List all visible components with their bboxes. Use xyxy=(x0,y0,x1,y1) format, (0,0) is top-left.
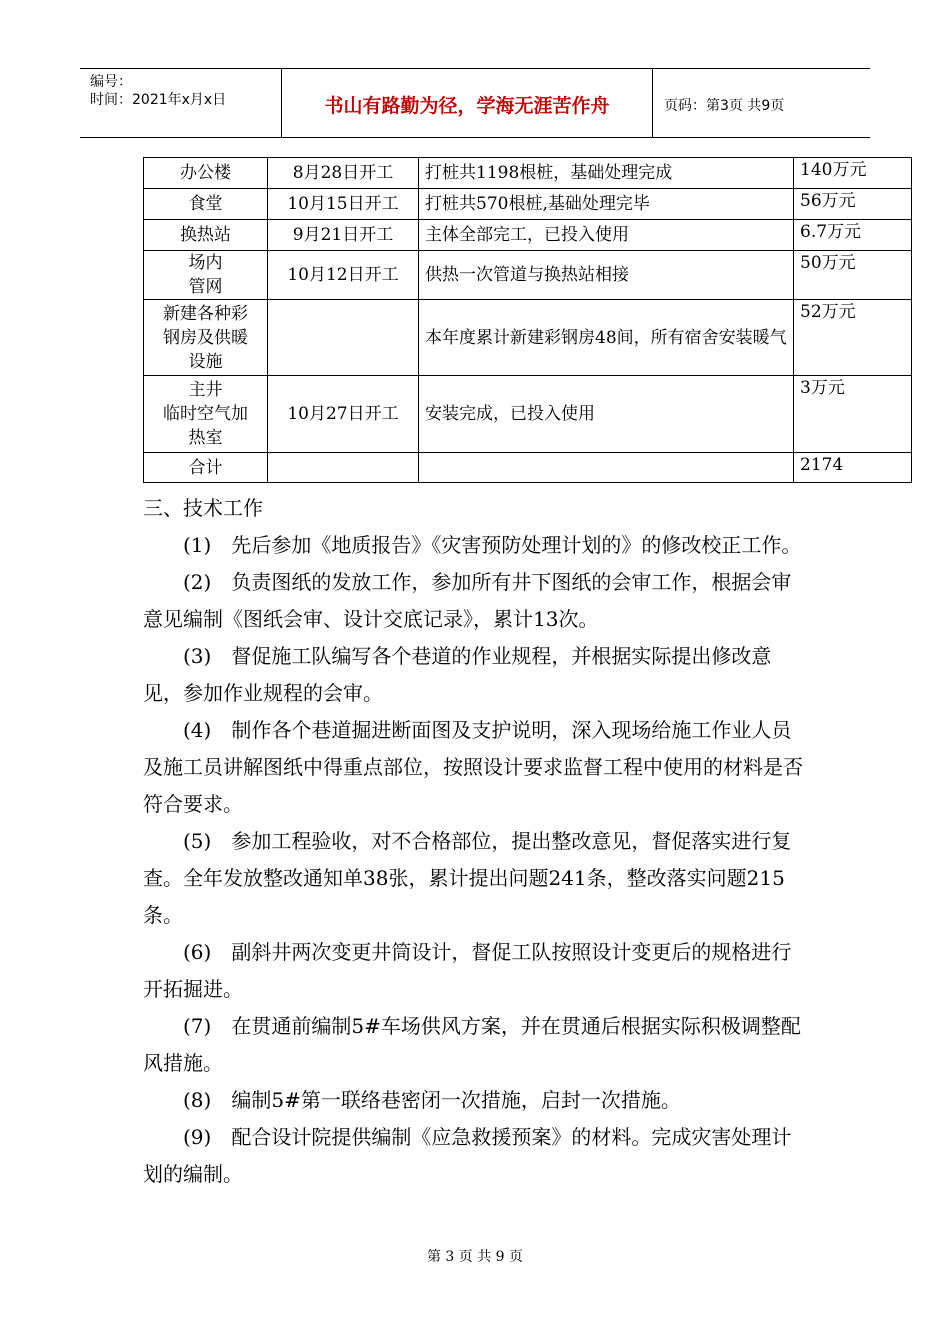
table-row xyxy=(144,251,912,300)
list-item xyxy=(143,527,807,564)
list-item xyxy=(143,1008,807,1082)
project-name-cell: 合计 xyxy=(144,453,268,483)
progress-cell: 打桩共570根桩,基础处理完毕 xyxy=(419,189,794,220)
list-item-text: 编制5#第一联络巷密闭一次措施，启封一次措施。 xyxy=(231,1088,681,1112)
table-row xyxy=(144,453,912,483)
list-item-text: 制作各个巷道掘进断面图及支护说明，深入现场给施工作业人员及施工员讲解图纸中得重点部位，按照设计要求监督工程中使用的材料是否符合要求。 xyxy=(143,718,803,816)
start-date-cell: 8月28日开工 xyxy=(268,158,419,189)
list-item-text: 参加工程验收，对不合格部位，提出整改意见，督促落实进行复查。全年发放整改通知单38张，累计提出问题241条，整改落实问题215条。 xyxy=(143,829,792,927)
list-item-number: (5) xyxy=(183,829,212,853)
list-item xyxy=(143,1119,807,1193)
table-row xyxy=(144,158,912,189)
table-row xyxy=(144,376,912,453)
list-item-number: (3) xyxy=(183,644,212,668)
list-item xyxy=(143,1082,807,1119)
project-name-cell: 主井 临时空气加 热室 xyxy=(144,376,268,453)
document-date-label: 时间：2021年x月x日 xyxy=(90,92,227,108)
list-item xyxy=(143,823,807,934)
progress-cell xyxy=(419,453,794,483)
amount-cell: 2174 xyxy=(794,453,912,483)
section-items xyxy=(143,527,807,1193)
list-item-text: 副斜井两次变更井筒设计，督促工队按照设计变更后的规格进行开拓掘进。 xyxy=(143,940,792,1001)
list-item xyxy=(143,564,807,638)
list-item-number: (7) xyxy=(183,1014,212,1038)
progress-cell: 打桩共1198根桩，基础处理完成 xyxy=(419,158,794,189)
project-name-cell: 食堂 xyxy=(144,189,268,220)
amount-cell: 52万元 xyxy=(794,300,912,376)
project-table-body xyxy=(144,158,912,483)
start-date-cell: 9月21日开工 xyxy=(268,220,419,251)
page-header xyxy=(80,68,870,138)
project-name-cell: 办公楼 xyxy=(144,158,268,189)
start-date-cell xyxy=(268,300,419,376)
page-footer: 第 3 页 共 9 页 xyxy=(426,1249,524,1265)
table-row xyxy=(144,220,912,251)
header-motto: 书山有路勤为径，学海无涯苦作舟 xyxy=(324,95,610,117)
list-item-number: (9) xyxy=(183,1125,212,1149)
list-item-text: 配合设计院提供编制《应急救援预案》的材料。完成灾害处理计划的编制。 xyxy=(143,1125,792,1186)
list-item xyxy=(143,712,807,823)
amount-cell: 3万元 xyxy=(794,376,912,453)
table-row xyxy=(144,189,912,220)
amount-cell: 56万元 xyxy=(794,189,912,220)
list-item-text: 先后参加《地质报告》《灾害预防处理计划的》的修改校正工作。 xyxy=(231,533,802,557)
list-item-number: (4) xyxy=(183,718,212,742)
table-row xyxy=(144,300,912,376)
list-item xyxy=(143,638,807,712)
header-meta xyxy=(90,73,226,109)
section-title: 三、技术工作 xyxy=(143,496,263,520)
list-item-text: 负责图纸的发放工作，参加所有井下图纸的会审工作，根据会审意见编制《图纸会审、设计交底记录》，累计13次。 xyxy=(143,570,792,631)
start-date-cell xyxy=(268,453,419,483)
list-item-number: (8) xyxy=(183,1088,212,1112)
progress-cell: 安装完成，已投入使用 xyxy=(419,376,794,453)
amount-cell: 6.7万元 xyxy=(794,220,912,251)
start-date-cell: 10月27日开工 xyxy=(268,376,419,453)
progress-cell: 供热一次管道与换热站相接 xyxy=(419,251,794,300)
amount-cell: 50万元 xyxy=(794,251,912,300)
header-divider xyxy=(652,69,653,137)
header-page-label: 页码：第3页 共9页 xyxy=(664,98,785,114)
project-name-cell: 场内 管网 xyxy=(144,251,268,300)
list-item-text: 在贯通前编制5#车场供风方案，并在贯通后根据实际积极调整配风措施。 xyxy=(143,1014,801,1075)
list-item-text: 督促施工队编写各个巷道的作业规程，并根据实际提出修改意见，参加作业规程的会审。 xyxy=(143,644,772,705)
start-date-cell: 10月12日开工 xyxy=(268,251,419,300)
progress-cell: 本年度累计新建彩钢房48间，所有宿舍安装暖气 xyxy=(419,300,794,376)
amount-cell: 140万元 xyxy=(794,158,912,189)
project-name-cell: 新建各种彩 钢房及供暖 设施 xyxy=(144,300,268,376)
list-item-number: (2) xyxy=(183,570,212,594)
list-item-number: (1) xyxy=(183,533,212,557)
list-item-number: (6) xyxy=(183,940,212,964)
progress-cell: 主体全部完工，已投入使用 xyxy=(419,220,794,251)
document-body xyxy=(143,490,807,1193)
list-item xyxy=(143,934,807,1008)
project-name-cell: 换热站 xyxy=(144,220,268,251)
document-number-label: 编号： xyxy=(90,74,132,90)
project-table xyxy=(143,157,912,483)
start-date-cell: 10月15日开工 xyxy=(268,189,419,220)
